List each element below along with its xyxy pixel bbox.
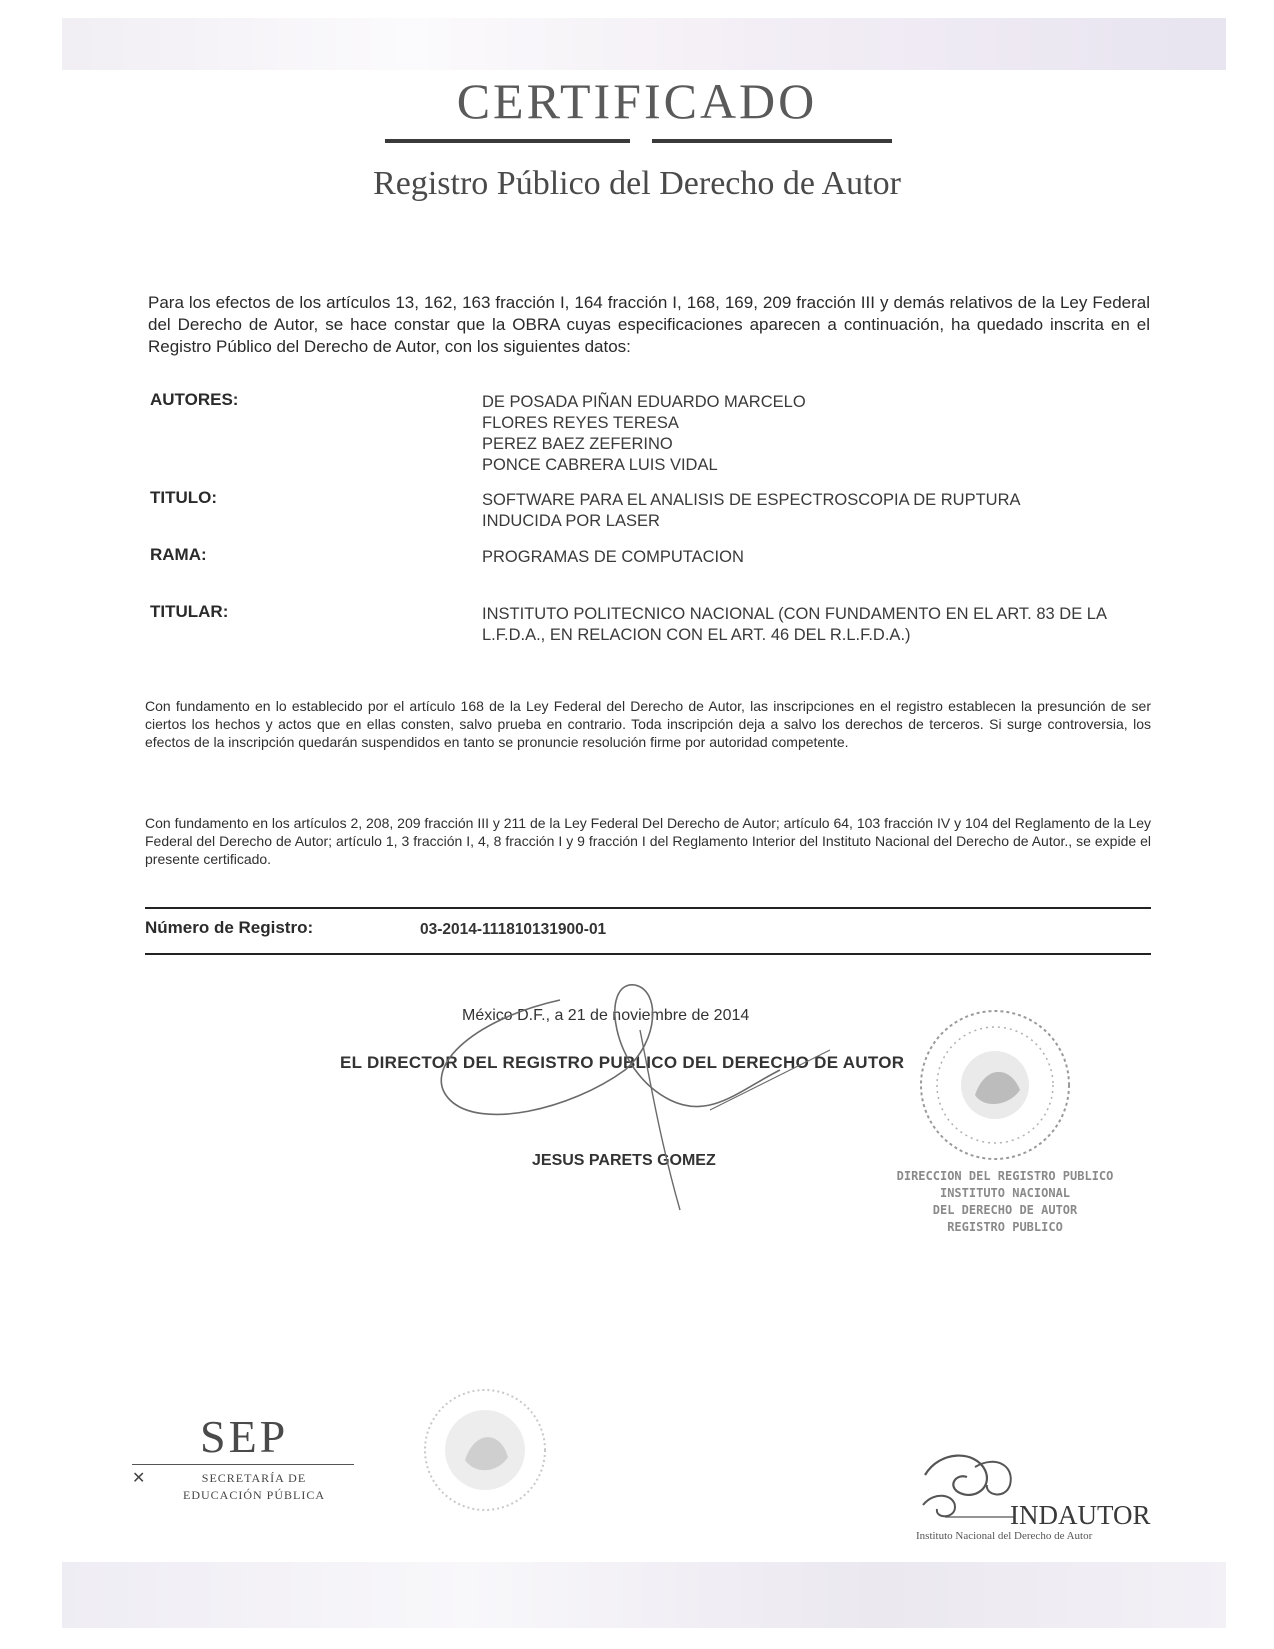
scan-top-band <box>62 18 1226 70</box>
titulo-value: SOFTWARE PARA EL ANALISIS DE ESPECTROSCOPIA DE RUPTURA INDUCIDA POR LASER <box>482 491 1020 530</box>
title-rule-left <box>385 139 630 143</box>
indautor-fullname: Instituto Nacional del Derecho de Autor <box>916 1530 1093 1542</box>
intro-paragraph: Para los efectos de los artículos 13, 162, 163 fracción I, 164 fracción I, 168, 169, 209 fracción III y demás relativos de la Ley Federal del Derecho de Autor, se hace constar que la OBRA cuyas especificaciones aparecen a continuación, ha quedado inscrita en el Registro Público del Derecho de Autor, con los siguientes datos: <box>148 293 1150 356</box>
autores-list <box>482 392 1142 476</box>
place-date: México D.F., a 21 de noviembre de 2014 <box>462 1007 750 1024</box>
registro-top-rule <box>145 907 1151 909</box>
sep-logo: SEP <box>200 1411 289 1462</box>
legal-paragraph-2: Con fundamento en los artículos 2, 208, 209 fracción III y 211 de la Ley Federal Del Derecho de Autor; artículo 64, 103 fracción IV y 104 del Reglamento de la Ley Federal del Derecho de Autor; artículo 1, 3 fracción I, 4, 8 fracción I y 9 fracción I del Reglamento Interior del Instituto Nacional del Derecho de Autor., se expide el presente certificado. <box>145 815 1152 867</box>
registro-number: 03-2014-111810131900-01 <box>420 921 607 938</box>
author-4: PONCE CABRERA LUIS VIDAL <box>482 456 718 474</box>
titular-value: INSTITUTO POLITECNICO NACIONAL (CON FUNDAMENTO EN EL ART. 83 DE LA L.F.D.A., EN RELACION CON EL ART. 46 DEL R.L.F.D.A.) <box>482 605 1107 644</box>
official-seal <box>915 1005 1075 1165</box>
national-emblem-watermark <box>420 1385 550 1515</box>
indautor-logo-icon <box>915 1445 1025 1530</box>
certificate-title: CERTIFICADO <box>456 73 818 129</box>
director-title: EL DIRECTOR DEL REGISTRO PUBLICO DEL DERECHO DE AUTOR <box>340 1053 905 1072</box>
certificate-subtitle: Registro Público del Derecho de Autor <box>373 165 901 202</box>
sep-rule <box>132 1464 354 1465</box>
registro-label: Número de Registro: <box>145 918 314 937</box>
author-2: FLORES REYES TERESA <box>482 414 679 432</box>
stamp-caption: DIRECCION DEL REGISTRO PUBLICO INSTITUTO NACIONAL DEL DERECHO DE AUTOR REGISTRO PUBLICO <box>896 1169 1114 1234</box>
rama-label: RAMA: <box>150 545 207 564</box>
sep-mark-icon: ✕ <box>132 1470 146 1487</box>
titulo-label: TITULO: <box>150 488 218 507</box>
signer-name: JESUS PARETS GOMEZ <box>532 1152 716 1169</box>
registro-bottom-rule <box>145 953 1151 955</box>
rama-value: PROGRAMAS DE COMPUTACION <box>482 548 744 566</box>
author-3: PEREZ BAEZ ZEFERINO <box>482 435 673 453</box>
title-rule-right <box>652 139 892 143</box>
sep-text: SECRETARÍA DE EDUCACIÓN PÚBLICA <box>182 1471 325 1502</box>
scan-bottom-band <box>62 1562 1226 1628</box>
titular-label: TITULAR: <box>150 602 229 621</box>
indautor-name: INDAUTOR <box>1010 1500 1151 1530</box>
legal-paragraph-1: Con fundamento en lo establecido por el artículo 168 de la Ley Federal del Derecho de Autor, las inscripciones en el registro establecen la presunción de ser ciertos los hechos y actos que en ellas consten, salvo prueba en contrario. Toda inscripción deja a salvo los derechos de terceros. Si surge controversia, los efectos de la inscripción quedarán suspendidos en tanto se pronuncie resolución firme por autoridad competente. <box>145 698 1151 750</box>
author-1: DE POSADA PIÑAN EDUARDO MARCELO <box>482 393 806 411</box>
autores-label: AUTORES: <box>150 390 239 409</box>
signature-graphic <box>410 960 830 1260</box>
